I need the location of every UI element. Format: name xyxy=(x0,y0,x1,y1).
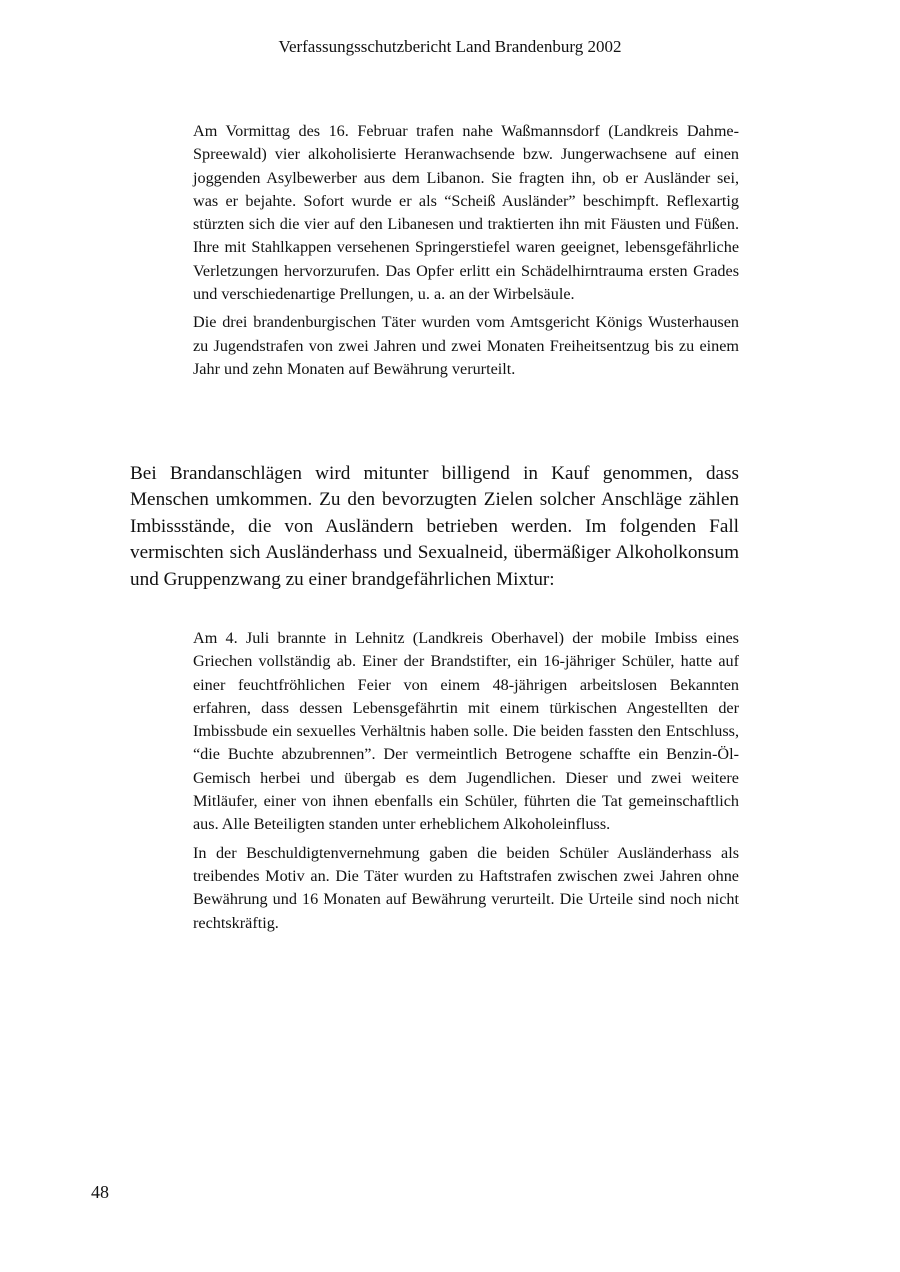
case-report-lehnitz xyxy=(193,627,739,940)
case-paragraph: Am 4. Juli brannte in Lehnitz (Landkreis Oberhavel) der mobile Imbiss eines Griechen vollständig ab. Einer der Brandstifter, ein 16-jähriger Schüler, hatte auf einer feuchtfröhlichen Feier von einem 48-jährigen arbeitslosen Bekannten erfahren, dass dessen Lebensgefährtin mit einem türkischen Angestellten der Imbissbude ein sexuelles Verhältnis haben solle. Die beiden fassten den Entschluss, “die Buchte abzubrennen”. Der vermeintlich Betrogene schaffte ein Benzin-Öl-Gemisch herbei und übergab es dem Jugendlichen. Dieser und zwei weitere Mitläufer, einer von ihnen ebenfalls ein Schüler, führten die Tat gemeinschaftlich aus. Alle Beteiligten standen unter erheblichem Alkoholeinfluss. xyxy=(193,629,739,834)
case-report-wassmannsdorf xyxy=(193,120,739,386)
case-paragraph: Die drei brandenburgischen Täter wurden vom Amtsgericht Königs Wusterhausen zu Jugendstrafen von zwei Jahren und zwei Monaten Freiheitsentzug bis zu einem Jahr und zehn Monaten auf Bewährung verurteilt. xyxy=(193,313,739,378)
case-paragraph: Am Vormittag des 16. Februar trafen nahe Waßmannsdorf (Landkreis Dahme-Spreewald) vier alkoholisierte Heranwachsende bzw. Jungerwachsene auf einen joggenden Asylbewerber aus dem Libanon. Sie fragten ihn, ob er Ausländer sei, was er bejahte. Sofort wurde er als “Scheiß Ausländer” beschimpft. Reflexartig stürzten sich die vier auf den Libanesen und traktierten ihn mit Fäusten und Füßen. Ihre mit Stahlkappen versehenen Springerstiefel waren geeignet, lebensgefährliche Verletzungen hervorzurufen. Das Opfer erlitt ein Schädelhirntrauma ersten Grades und verschiedenartige Prellungen, u. a. an der Wirbelsäule. xyxy=(193,122,739,304)
page-number: 48 xyxy=(91,1182,109,1202)
case-paragraph: In der Beschuldigtenvernehmung gaben die beiden Schüler Ausländerhass als treibendes Motiv an. Die Täter wurden zu Haftstrafen zwischen zwei Jahren ohne Bewährung und 16 Monaten auf Bewährung verurteilt. Die Urteile sind noch nicht rechtskräftig. xyxy=(193,843,739,932)
running-header: Verfassungsschutzbericht Land Brandenburg 2002 xyxy=(278,37,622,56)
body-paragraph: Bei Brandanschlägen wird mitunter billigend in Kauf genommen, dass Menschen umkommen. Zu den bevorzugten Zielen solcher Anschläge zählen Imbissstände, die von Ausländern betrieben werden. Im folgenden Fall vermischten sich Ausländerhass und Sexualneid, übermäßiger Alkoholkonsum und Gruppenzwang zu einer brandgefährlichen Mixtur: xyxy=(130,463,739,590)
